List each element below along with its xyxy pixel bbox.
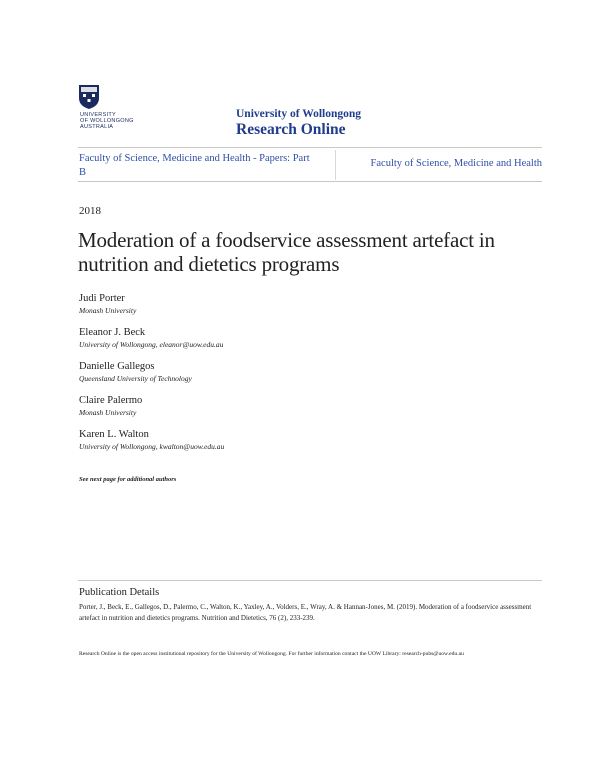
author-entry <box>79 394 479 418</box>
author-entry <box>79 292 479 316</box>
author-entry <box>79 428 479 452</box>
divider <box>78 147 542 148</box>
additional-authors-note: See next page for additional authors <box>79 476 177 483</box>
paper-title: Moderation of a foodservice assessment artefact in nutrition and dietetics programs <box>78 228 495 276</box>
publication-year: 2018 <box>79 205 101 217</box>
divider <box>78 181 542 182</box>
author-name: Danielle Gallegos <box>79 361 155 372</box>
author-name: Karen L. Walton <box>79 429 149 440</box>
crest-icon <box>78 84 100 110</box>
author-entry <box>79 326 479 350</box>
author-affiliation: Monash University <box>79 306 137 315</box>
logo-wordmark: UNIVERSITY OF WOLLONGONG AUSTRALIA <box>80 112 134 131</box>
author-name: Judi Porter <box>79 293 125 304</box>
author-list <box>79 292 479 462</box>
repository-header <box>236 108 361 139</box>
repository-footer: Research Online is the open access institutional repository for the University of Wollongong. For further information contact the UOW Library: research-pubs@uow.edu.au <box>79 651 464 657</box>
author-affiliation: Queensland University of Technology <box>79 374 192 383</box>
author-name: Eleanor J. Beck <box>79 327 146 338</box>
collection-link-right[interactable]: Faculty of Science, Medicine and Health <box>370 158 542 169</box>
repository-link[interactable]: Research Online <box>236 121 346 138</box>
university-logo <box>78 84 148 136</box>
publication-details-heading: Publication Details <box>79 587 160 598</box>
author-affiliation: University of Wollongong, kwalton@uow.edu.au <box>79 442 225 451</box>
publication-details-text: Porter, J., Beck, E., Gallegos, D., Palermo, C., Walton, K., Yaxley, A., Volders, E., Wray, A. & Hannan-Jones, M. (2019). Moderation of a foodservice assessment artefact in nutrition and dietetics programs. Nutrition and Dietetics, 76 (2), 233-239. <box>79 603 532 622</box>
author-affiliation: University of Wollongong, eleanor@uow.edu.au <box>79 340 224 349</box>
column-divider <box>335 150 336 180</box>
divider <box>78 580 542 581</box>
university-link[interactable]: University of Wollongong <box>236 108 362 120</box>
author-entry <box>79 360 479 384</box>
author-affiliation: Monash University <box>79 408 137 417</box>
author-name: Claire Palermo <box>79 395 143 406</box>
collection-link-left[interactable]: Faculty of Science, Medicine and Health - Papers: Part B <box>79 153 310 178</box>
